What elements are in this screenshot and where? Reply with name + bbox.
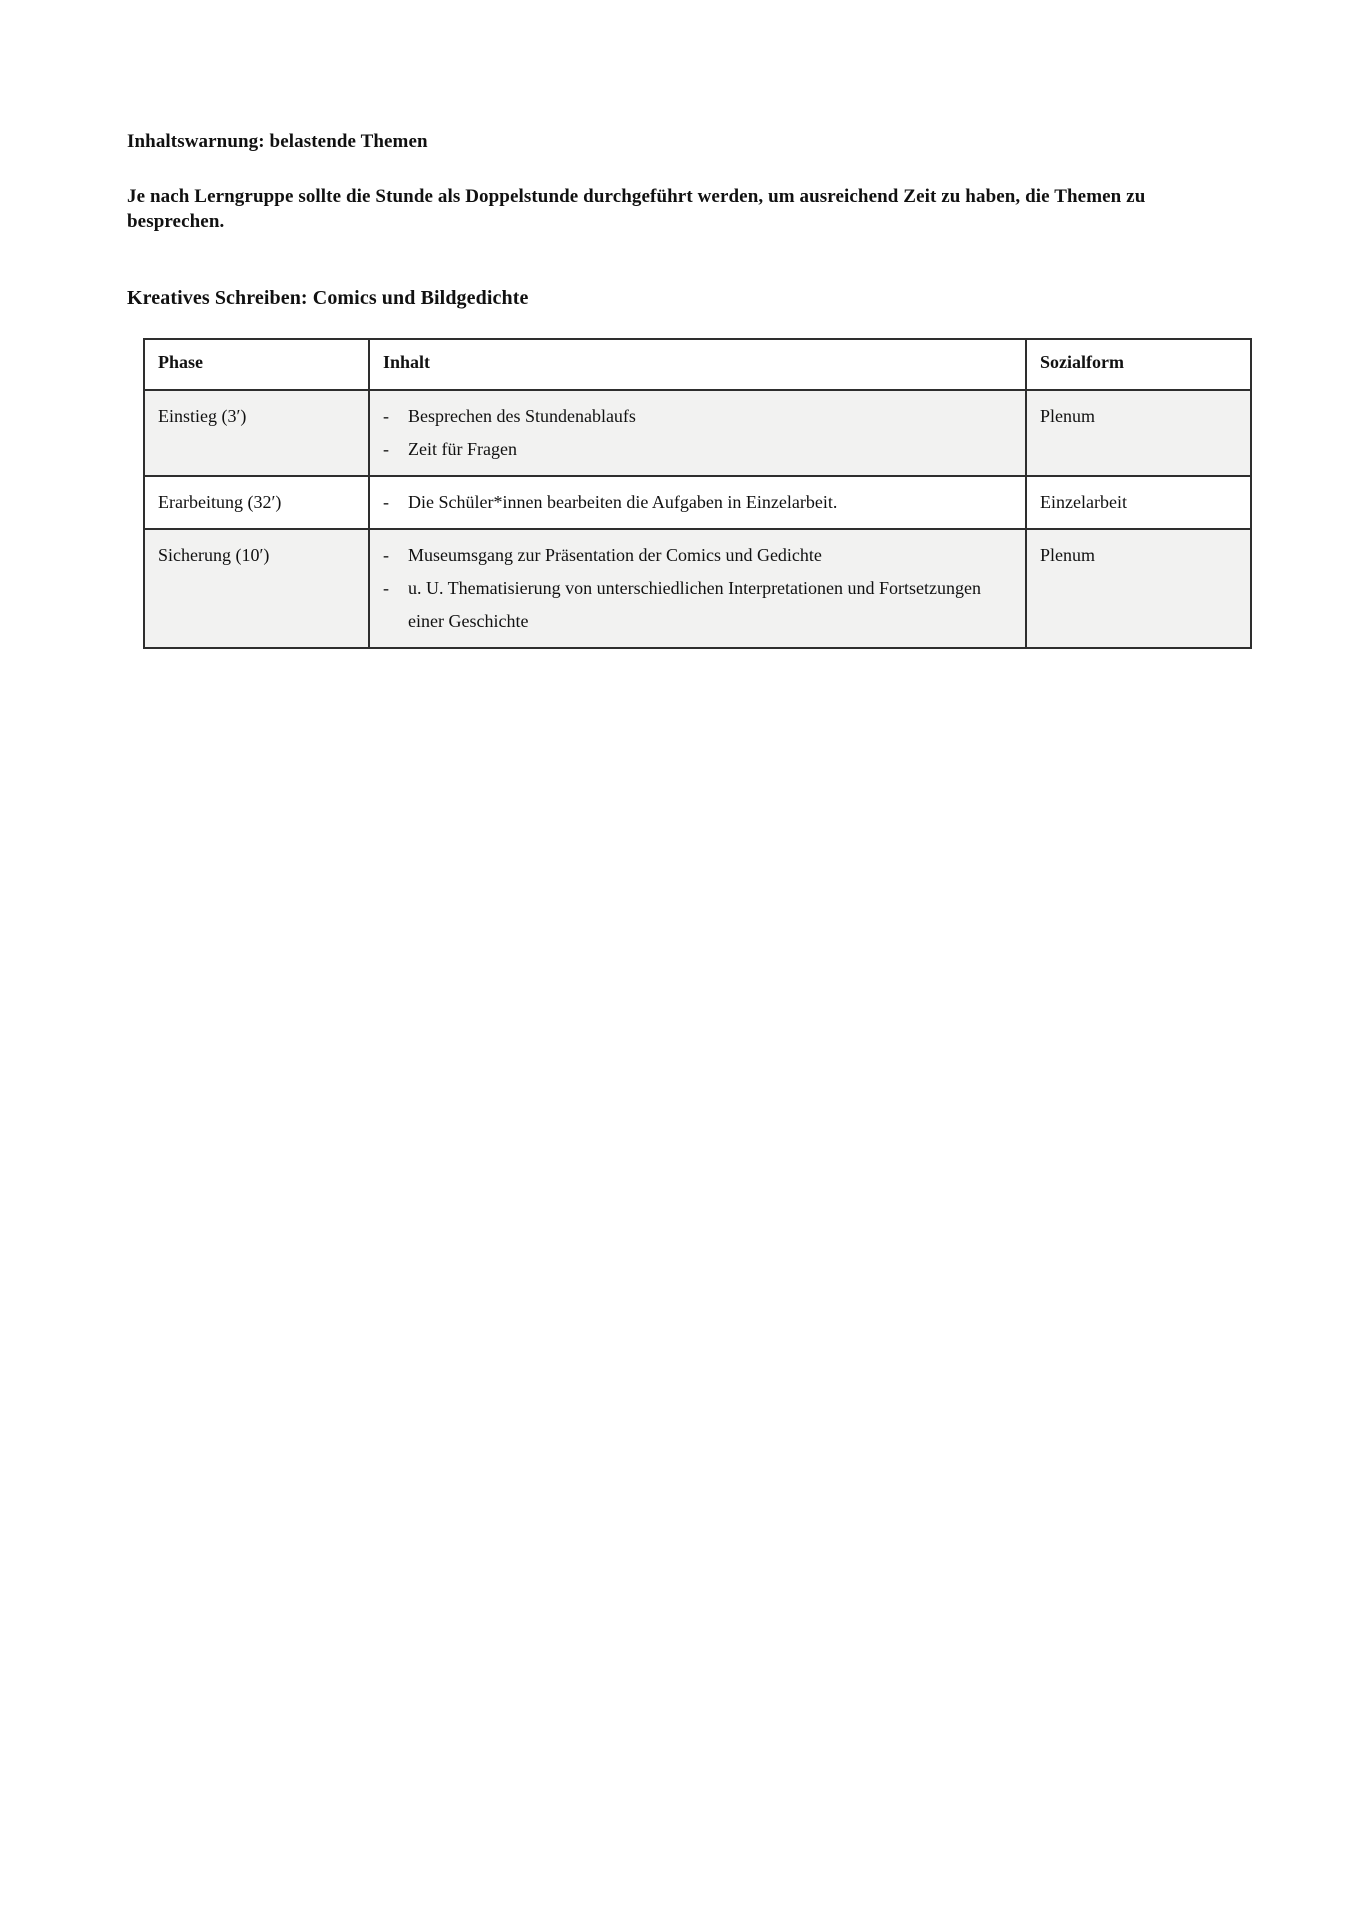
bullet-text: Besprechen des Stundenablaufs — [408, 406, 636, 426]
lesson-note-paragraph: Je nach Lerngruppe sollte die Stunde als Doppelstunde durchgeführt werden, um ausreichend Zeit zu haben, die Themen zu besprechen. — [127, 186, 1146, 232]
bullet-marker: - — [383, 406, 389, 426]
cell-sozialform: Plenum — [1026, 529, 1251, 648]
bullet-text: Museumsgang zur Präsentation der Comics und Gedichte — [408, 545, 822, 565]
cell-phase: Erarbeitung (32′) — [144, 476, 369, 529]
list-item — [383, 400, 1013, 433]
cell-inhalt — [369, 476, 1026, 529]
inhalt-bullet-list — [383, 400, 1013, 466]
bullet-marker: - — [383, 545, 389, 565]
bullet-text: u. U. Thematisierung von unterschiedlichen Interpretationen und Fortsetzungen einer Geschichte — [408, 578, 982, 631]
column-header-inhalt: Inhalt — [369, 339, 1026, 390]
bullet-marker: - — [383, 492, 389, 512]
content-warning-heading: Inhaltswarnung: belastende Themen — [127, 131, 428, 152]
column-header-phase: Phase — [144, 339, 369, 390]
bullet-text: Die Schüler*innen bearbeiten die Aufgaben in Einzelarbeit. — [408, 492, 838, 512]
cell-inhalt — [369, 390, 1026, 476]
list-item — [383, 572, 1013, 638]
table-row-einstieg — [144, 390, 1251, 476]
cell-sozialform: Einzelarbeit — [1026, 476, 1251, 529]
list-item — [383, 486, 1013, 519]
list-item — [383, 433, 1013, 466]
lesson-plan-table — [143, 338, 1252, 649]
inhalt-bullet-list — [383, 539, 1013, 638]
bullet-marker: - — [383, 578, 389, 598]
inhalt-bullet-list — [383, 486, 1013, 519]
document-page — [0, 0, 1357, 649]
list-item — [383, 539, 1013, 572]
cell-sozialform: Plenum — [1026, 390, 1251, 476]
bullet-marker: - — [383, 439, 389, 459]
cell-phase: Sicherung (10′) — [144, 529, 369, 648]
table-row-sicherung — [144, 529, 1251, 648]
cell-phase: Einstieg (3′) — [144, 390, 369, 476]
column-header-sozialform: Sozialform — [1026, 339, 1251, 390]
table-row-erarbeitung — [144, 476, 1251, 529]
bullet-text: Zeit für Fragen — [408, 439, 517, 459]
section-title: Kreatives Schreiben: Comics und Bildgedichte — [127, 287, 529, 309]
table-header-row — [144, 339, 1251, 390]
cell-inhalt — [369, 529, 1026, 648]
